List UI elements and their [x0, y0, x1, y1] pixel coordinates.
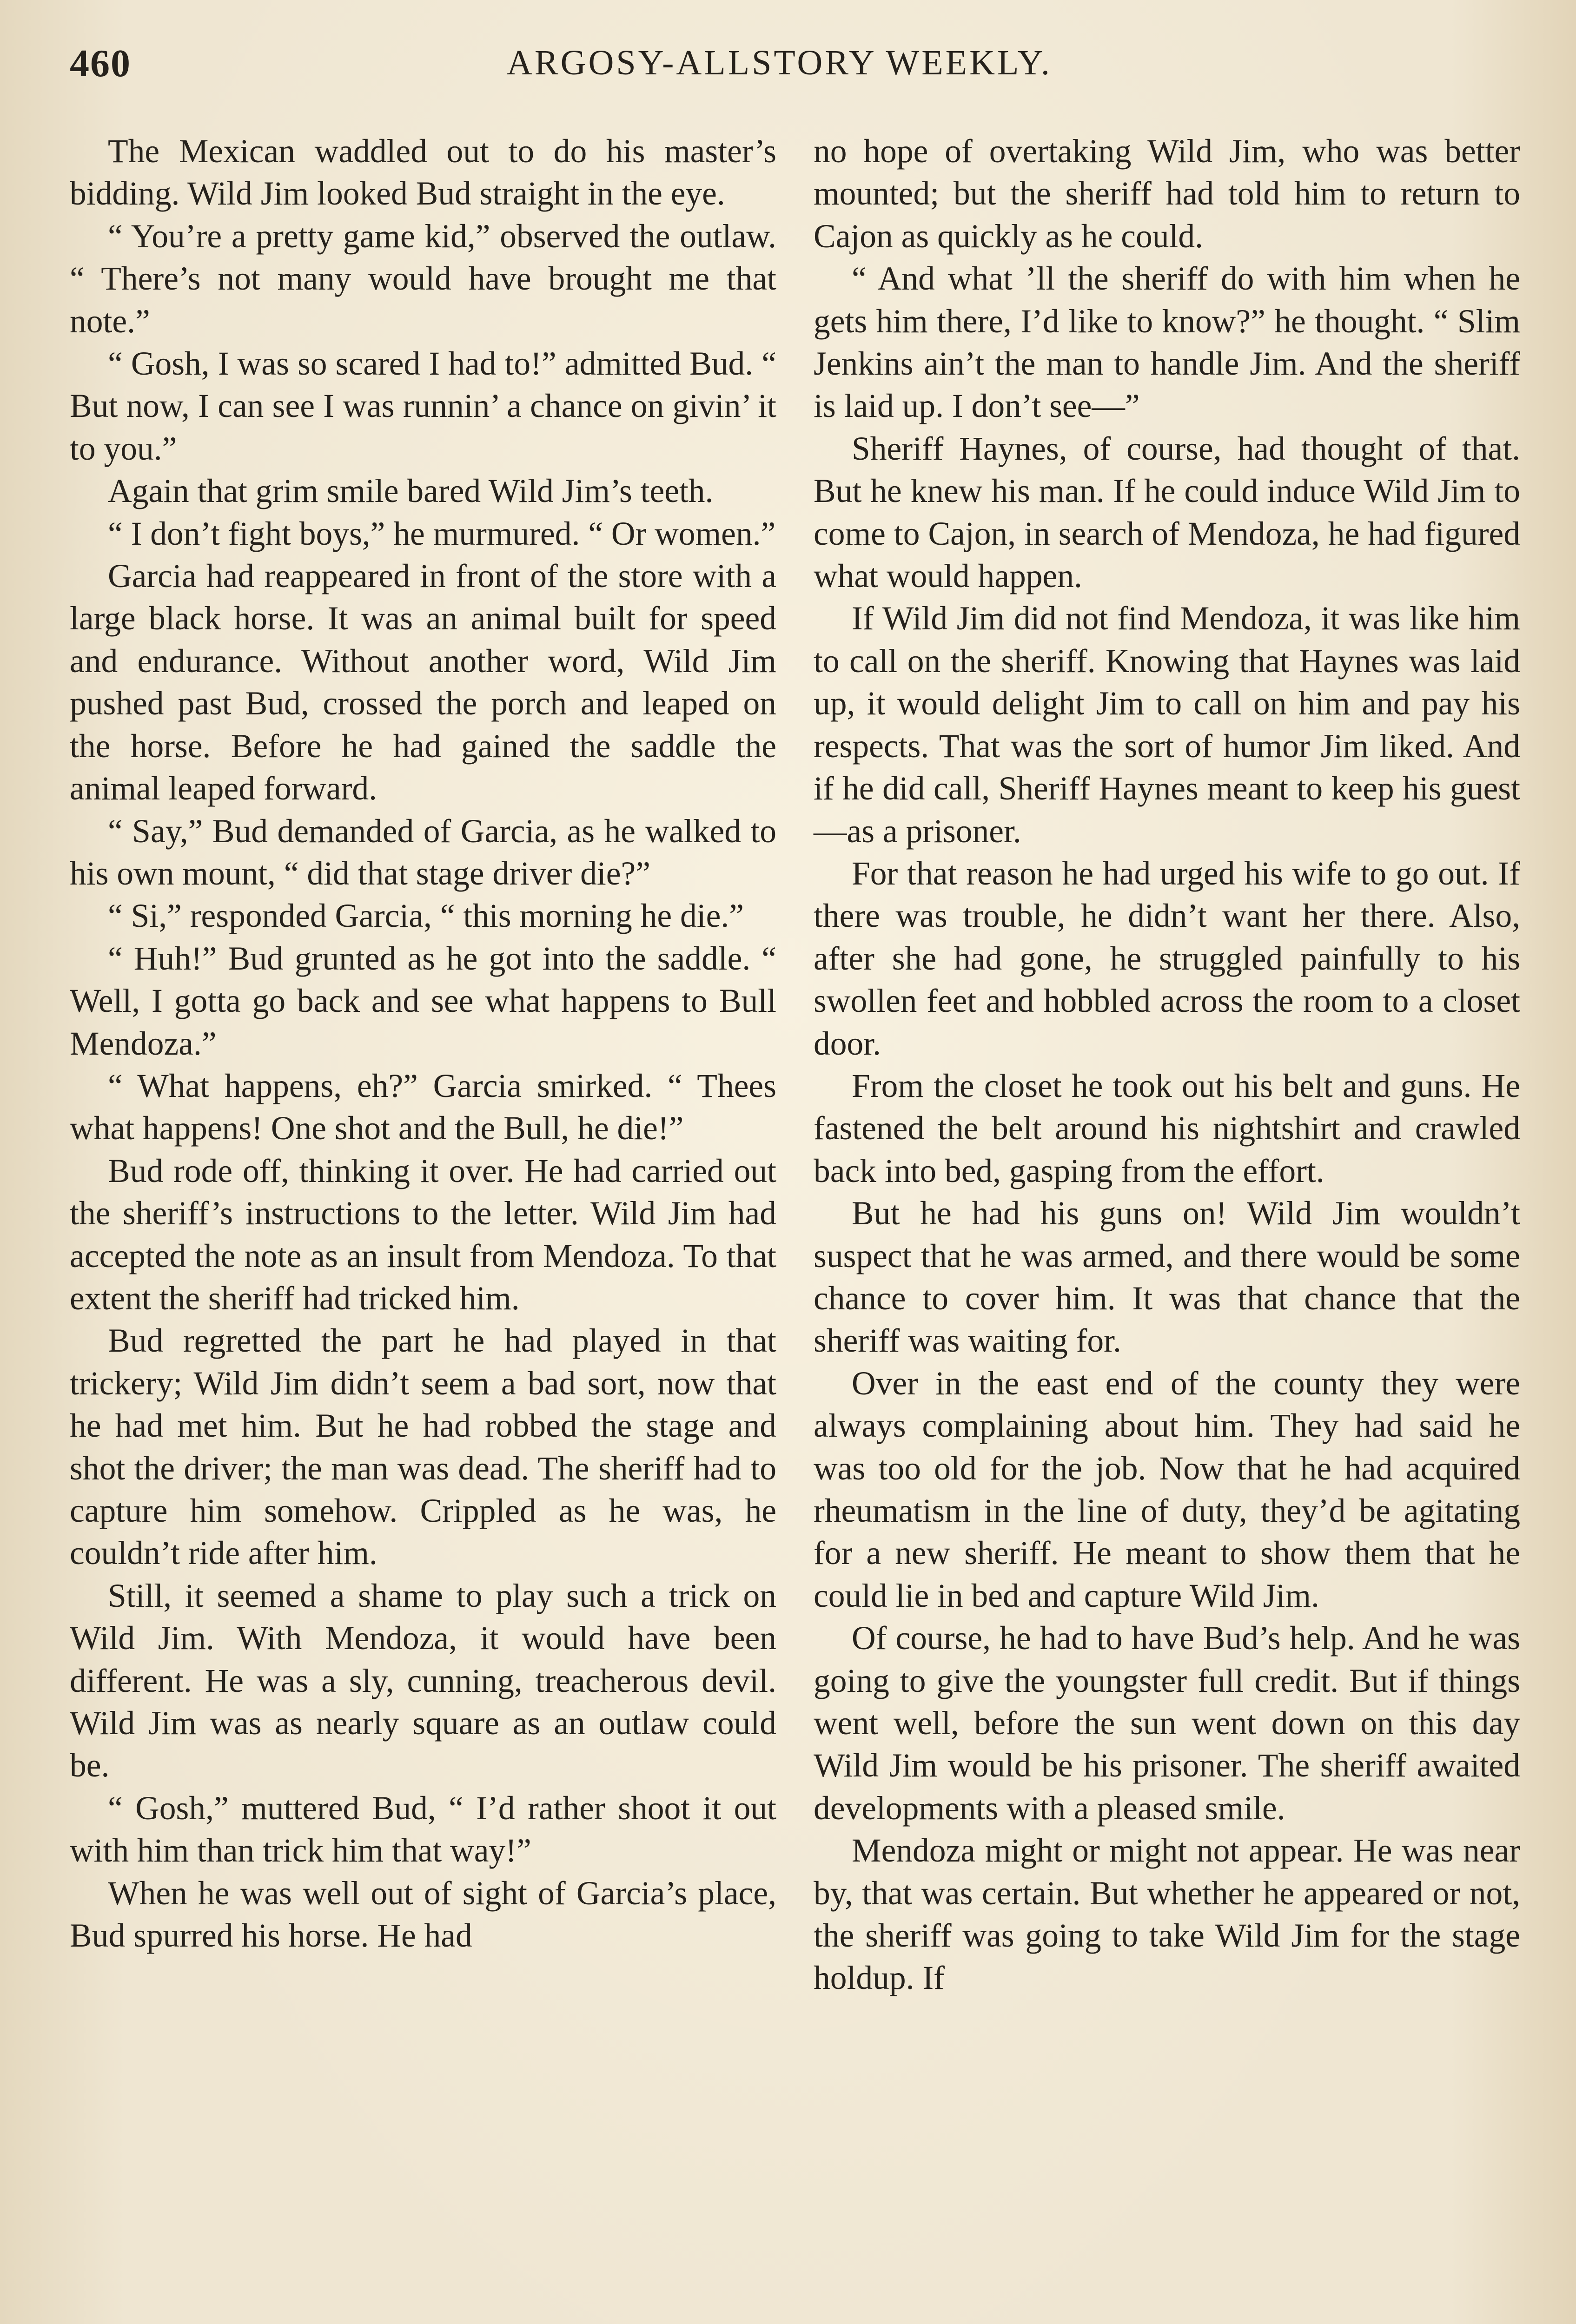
paragraph: Over in the east end of the county they were always complaining about him. They had said he was too old for the job. Now that he had acquired rheumatism in the line of duty, they’d be agitating for a new sheriff. He meant to show them that he could lie in bed and capture Wild Jim.: [814, 1365, 1520, 1614]
paragraph: Bud rode off, thinking it over. He had carried out the sheriff’s instructions to the letter. Wild Jim had accepted the note as an insult from Mendoza. To that extent the sheriff had tricked him.: [70, 1152, 776, 1317]
paragraph: “ Gosh, I was so scared I had to!” admitted Bud. “ But now, I can see I was runnin’ a chance on givin’ it to you.”: [70, 345, 776, 467]
left-column: [70, 130, 776, 1957]
paragraph: From the closet he took out his belt and guns. He fastened the belt around his nightshirt and crawled back into bed, gasping from the effort.: [814, 1067, 1520, 1189]
paragraph: Garcia had reappeared in front of the store with a large black horse. It was an animal built for speed and endurance. Without another word, Wild Jim pushed past Bud, crossed the porch and leaped on the horse. Before he had gained the saddle the animal leaped forward.: [70, 558, 776, 807]
page-number: 460: [70, 42, 131, 85]
paragraph: For that reason he had urged his wife to go out. If there was trouble, he didn’t want her there. Also, after she had gone, he struggled painfully to his swollen feet and hobbled across the room to a closet door.: [814, 855, 1520, 1062]
page-header: [70, 41, 1093, 97]
paragraph: “ Say,” Bud demanded of Garcia, as he walked to his own mount, “ did that stage driver die?”: [70, 812, 776, 892]
paragraph: The Mexican waddled out to do his master’s bidding. Wild Jim looked Bud straight in the eye.: [70, 133, 776, 212]
paragraph: Again that grim smile bared Wild Jim’s teeth.: [108, 473, 714, 510]
paragraph: “ You’re a pretty game kid,” observed the outlaw. “ There’s not many would have brought me that note.”: [70, 218, 776, 340]
paragraph: Sheriff Haynes, of course, had thought of that. But he knew his man. If he could induce Wild Jim to come to Cajon, in search of Mendoza, he had figured what would happen.: [814, 430, 1520, 595]
paragraph: Of course, he had to have Bud’s help. And he was going to give the youngster full credit. But if things went well, before the sun went down on this day Wild Jim would be his prisoner. The sheriff awaited developments with a pleased smile.: [814, 1620, 1520, 1827]
right-column: [814, 130, 1520, 2000]
paragraph: If Wild Jim did not find Mendoza, it was like him to call on the sheriff. Knowing that Haynes was laid up, it would delight Jim to call on him and pay his respects. That was the sort of humor Jim liked. And if he did call, Sheriff Haynes meant to keep his guest—as a prisoner.: [814, 600, 1520, 850]
running-head: ARGOSY-ALLSTORY WEEKLY.: [507, 43, 1052, 82]
paragraph: “ Huh!” Bud grunted as he got into the saddle. “ Well, I gotta go back and see what happens to Bull Mendoza.”: [70, 940, 776, 1062]
paragraph: Mendoza might or might not appear. He was near by, that was certain. But whether he appeared or not, the sheriff was going to take Wild Jim for the stage holdup. If: [814, 1832, 1520, 1997]
paragraph-continuation: no hope of overtaking Wild Jim, who was better mounted; but the sheriff had told him to return to Cajon as quickly as he could.: [814, 133, 1520, 255]
paragraph: “ I don’t fight boys,” he murmured. “ Or women.”: [108, 515, 776, 552]
paragraph: But he had his guns on! Wild Jim wouldn’t suspect that he was armed, and there would be some chance to cover him. It was that chance that the sheriff was waiting for.: [814, 1195, 1520, 1360]
paragraph: “ Gosh,” muttered Bud, “ I’d rather shoot it out with him than trick him that way!”: [70, 1789, 776, 1869]
paragraph: Bud regretted the part he had played in that trickery; Wild Jim didn’t seem a bad sort, now that he had met him. But he had robbed the stage and shot the driver; the man was dead. The sheriff had to capture him somehow. Crippled as he was, he couldn’t ride after him.: [70, 1322, 776, 1572]
paragraph: “ What happens, eh?” Garcia smirked. “ Thees what happens! One shot and the Bull, he die!”: [70, 1067, 776, 1147]
paragraph: “ And what ’ll the sheriff do with him when he gets him there, I’d like to know?” he thought. “ Slim Jenkins ain’t the man to handle Jim. And the sheriff is laid up. I don’t see—”: [814, 260, 1520, 425]
paragraph: When he was well out of sight of Garcia’s place, Bud spurred his horse. He had: [70, 1875, 776, 1954]
paragraph: Still, it seemed a shame to play such a trick on Wild Jim. With Mendoza, it would have been different. He was a sly, cunning, treacherous devil. Wild Jim was as nearly square as an outlaw could be.: [70, 1577, 776, 1784]
paragraph: “ Si,” responded Garcia, “ this morning he die.”: [108, 898, 744, 935]
